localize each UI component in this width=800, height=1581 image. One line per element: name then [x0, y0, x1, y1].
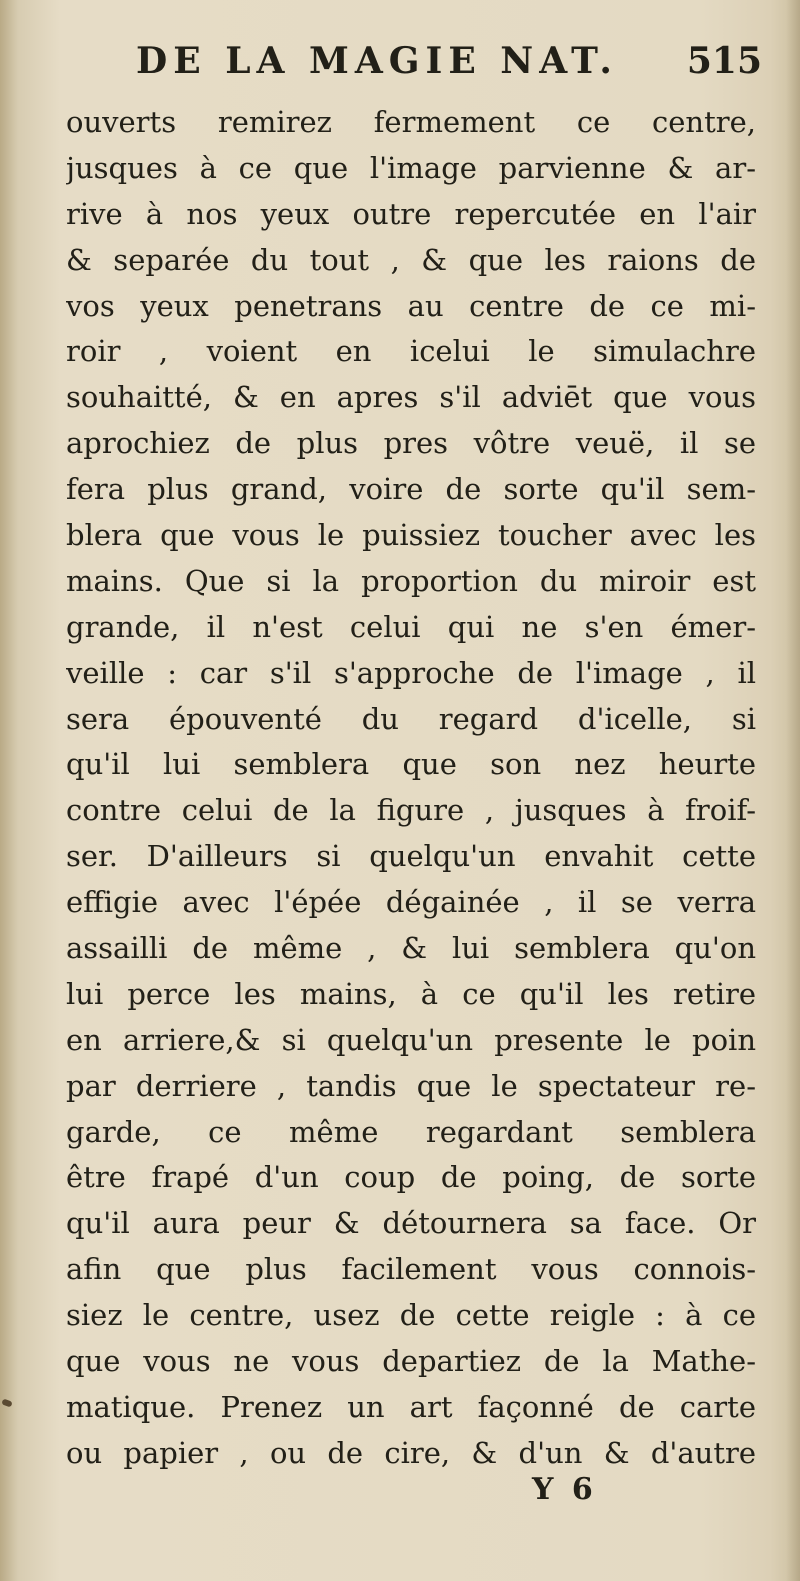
text-line: vos yeux penetrans au centre de ce mi-: [66, 288, 756, 323]
book-page: [66, 40, 766, 1560]
text-line: que vous ne vous departiez de la Mathe-: [66, 1344, 756, 1379]
text-line: rive à nos yeux outre repercutée en l'air: [66, 196, 756, 231]
text-line: grande, il n'est celui qui ne s'en émer-: [66, 609, 756, 644]
text-line: ser. D'ailleurs si quelqu'un envahit cette: [66, 839, 756, 874]
text-line: qu'il aura peur & détournera sa face. Or: [66, 1206, 756, 1241]
text-line: aprochiez de plus pres vôtre veuë, il se: [66, 426, 756, 461]
text-line: garde, ce même regardant semblera: [66, 1114, 756, 1149]
text-line: lui perce les mains, à ce qu'il les retire: [66, 976, 756, 1011]
text-line: ou papier , ou de cire, & d'un & d'autre: [66, 1435, 756, 1470]
running-title: DE LA MAGIE NAT.: [136, 40, 618, 82]
signature-mark: Y 6: [532, 1472, 597, 1507]
page-header: [66, 40, 766, 96]
text-line: ouverts remirez fermement ce centre,: [66, 105, 756, 139]
text-line: être frapé d'un coup de poing, de sorte: [66, 1160, 756, 1195]
text-line: mains. Que si la proportion du miroir est: [66, 563, 756, 598]
page-number: 515: [686, 40, 762, 82]
text-line: qu'il lui semblera que son nez heurte: [66, 747, 756, 782]
text-line: fera plus grand, voire de sorte qu'il sem-: [66, 472, 756, 507]
text-line: assailli de même , & lui semblera qu'on: [66, 931, 756, 966]
text-line: veille : car s'il s'approche de l'image , il: [66, 655, 756, 690]
text-line: & separée du tout , & que les raions de: [66, 242, 756, 277]
text-line: afin que plus facilement vous connois-: [66, 1252, 756, 1287]
text-line: en arriere,& si quelqu'un presente le poin: [66, 1022, 756, 1057]
text-line: blera que vous le puissiez toucher avec les: [66, 518, 756, 553]
text-line: souhaitté, & en apres s'il adviēt que vous: [66, 380, 756, 415]
text-line: par derriere , tandis que le spectateur re-: [66, 1068, 756, 1103]
text-line: jusques à ce que l'image parvienne & ar-: [66, 150, 756, 185]
text-line: contre celui de la figure , jusques à froif-: [66, 793, 756, 828]
text-line: effigie avec l'épée dégainée , il se verra: [66, 885, 756, 920]
body-text: [66, 100, 756, 1477]
text-line: sera épouventé du regard d'icelle, si: [66, 701, 756, 736]
text-line: siez le centre, usez de cette reigle : à ce: [66, 1298, 756, 1333]
page-edge-shadow: [786, 0, 800, 1581]
text-line: matique. Prenez un art façonné de carte: [66, 1389, 756, 1424]
text-line: roir , voient en icelui le simulachre: [66, 334, 756, 369]
